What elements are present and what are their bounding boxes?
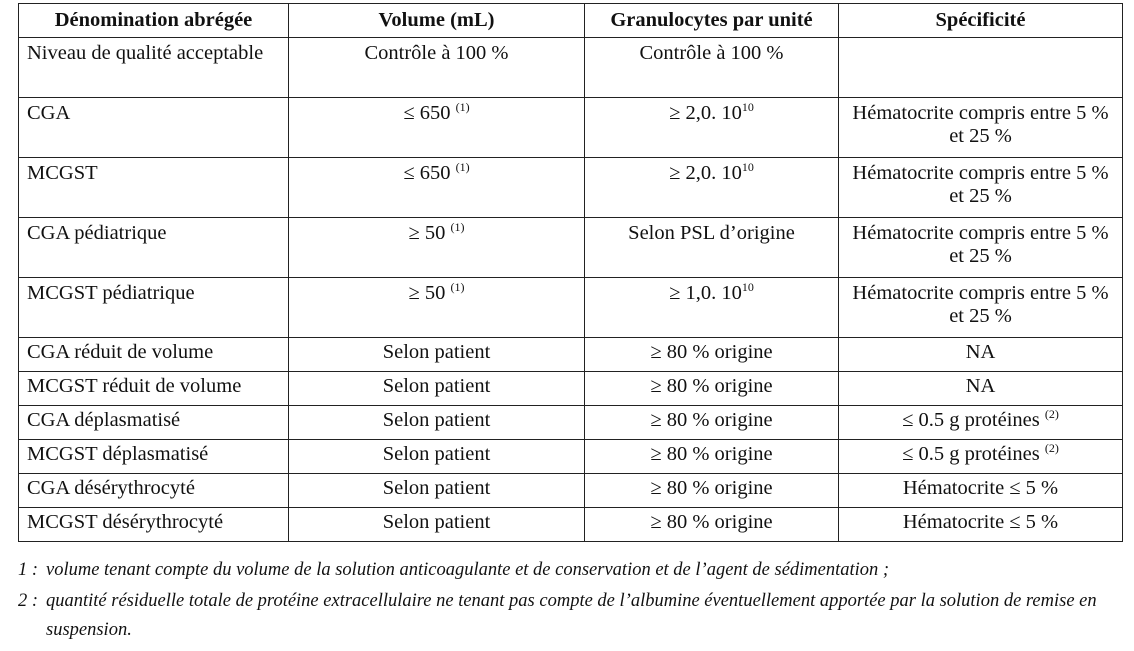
table-row — [19, 218, 1123, 278]
cell-value: Hématocrite ≤ 5 % — [902, 511, 1059, 533]
superscript: 10 — [741, 160, 754, 174]
cell-volume — [289, 338, 585, 372]
header-volume: Volume (mL) — [289, 4, 585, 38]
cell-volume — [289, 158, 585, 218]
cell-granulocytes — [585, 278, 839, 338]
cell-value: Selon patient — [382, 511, 491, 533]
footnote-text: volume tenant compte du volume de la solution anticoagulante et de conservation et de l’agent de sédimentation ; — [46, 560, 890, 580]
footnotes — [18, 556, 1122, 645]
cell-value: Hématocrite ≤ 5 % — [902, 477, 1059, 499]
cell-value: ≥ 50 — [408, 282, 451, 304]
cell-volume — [289, 406, 585, 440]
cell-value: NA — [965, 341, 996, 363]
cell-value: Hématocrite compris entre 5 % et 25 % — [852, 102, 1109, 147]
superscript: (2) — [1044, 407, 1059, 421]
cell-specificite — [839, 218, 1123, 278]
cell-specificite — [839, 508, 1123, 542]
cell-denomination: MCGST déplasmatisé — [19, 440, 289, 474]
cell-value: ≤ 650 — [403, 102, 456, 124]
cell-denomination: CGA déplasmatisé — [19, 406, 289, 440]
cell-specificite — [839, 278, 1123, 338]
cell-denomination: CGA désérythrocyté — [19, 474, 289, 508]
cell-value: ≥ 80 % origine — [650, 409, 773, 431]
cell-denomination: MCGST désérythrocyté — [19, 508, 289, 542]
cell-denomination: MCGST pédiatrique — [19, 278, 289, 338]
cell-value: Hématocrite compris entre 5 % et 25 % — [852, 162, 1109, 207]
table-row — [19, 406, 1123, 440]
cell-denomination: CGA — [19, 98, 289, 158]
cell-value: Contrôle à 100 % — [364, 42, 509, 64]
cell-specificite — [839, 98, 1123, 158]
cell-denomination: MCGST réduit de volume — [19, 372, 289, 406]
document — [18, 3, 1122, 645]
table-row — [19, 158, 1123, 218]
cell-value: Selon patient — [382, 477, 491, 499]
cell-value: ≥ 1,0. 10 — [669, 282, 742, 304]
cell-value: Selon patient — [382, 341, 491, 363]
cell-specificite — [839, 440, 1123, 474]
cell-volume — [289, 38, 585, 98]
table-row — [19, 372, 1123, 406]
table-row — [19, 440, 1123, 474]
cell-specificite — [839, 338, 1123, 372]
header-granulocytes: Granulocytes par unité — [585, 4, 839, 38]
table-row — [19, 338, 1123, 372]
cell-value: ≥ 80 % origine — [650, 443, 773, 465]
cell-value: ≥ 2,0. 10 — [669, 102, 742, 124]
table-header — [19, 4, 1123, 38]
table-row — [19, 508, 1123, 542]
cell-value: ≥ 80 % origine — [650, 375, 773, 397]
cell-specificite — [839, 158, 1123, 218]
cell-specificite — [839, 38, 1123, 98]
cell-value: Hématocrite compris entre 5 % et 25 % — [852, 282, 1109, 327]
cell-granulocytes — [585, 98, 839, 158]
cell-value: Selon patient — [382, 409, 491, 431]
footnote-text: quantité résiduelle totale de protéine extracellulaire ne tenant pas compte de l’albumine éventuellement apportée par la solution de remise en suspension. — [46, 591, 1097, 640]
cell-granulocytes — [585, 406, 839, 440]
cell-value: Selon patient — [382, 443, 491, 465]
cell-value: Selon patient — [382, 375, 491, 397]
cell-volume — [289, 372, 585, 406]
superscript: (1) — [450, 220, 465, 234]
header-denomination: Dénomination abrégée — [19, 4, 289, 38]
cell-specificite — [839, 406, 1123, 440]
cell-value: ≤ 650 — [403, 162, 456, 184]
cell-value: ≥ 2,0. 10 — [669, 162, 742, 184]
table-body — [19, 38, 1123, 542]
cell-value: ≥ 80 % origine — [650, 477, 773, 499]
superscript: 10 — [741, 100, 754, 114]
table-row — [19, 38, 1123, 98]
superscript: (1) — [455, 100, 470, 114]
cell-value: NA — [965, 375, 996, 397]
cell-volume — [289, 218, 585, 278]
cell-granulocytes — [585, 38, 839, 98]
cell-granulocytes — [585, 158, 839, 218]
cell-value: Contrôle à 100 % — [639, 42, 784, 64]
header-specificite: Spécificité — [839, 4, 1123, 38]
cell-volume — [289, 278, 585, 338]
cell-value: ≥ 50 — [408, 222, 451, 244]
cell-volume — [289, 508, 585, 542]
cell-value: ≤ 0.5 g protéines — [902, 443, 1045, 465]
cell-granulocytes — [585, 474, 839, 508]
superscript: 10 — [741, 280, 754, 294]
cell-denomination: CGA réduit de volume — [19, 338, 289, 372]
cell-volume — [289, 440, 585, 474]
superscript: (1) — [455, 160, 470, 174]
cell-granulocytes — [585, 218, 839, 278]
cell-denomination: Niveau de qualité acceptable — [19, 38, 289, 98]
footnote-2 — [18, 587, 1122, 645]
footnote-1 — [18, 556, 1122, 585]
cell-value: ≥ 80 % origine — [650, 511, 773, 533]
specifications-table — [18, 3, 1123, 542]
cell-volume — [289, 98, 585, 158]
cell-denomination: MCGST — [19, 158, 289, 218]
table-row — [19, 278, 1123, 338]
cell-granulocytes — [585, 440, 839, 474]
superscript: (2) — [1044, 441, 1059, 455]
cell-specificite — [839, 372, 1123, 406]
cell-granulocytes — [585, 338, 839, 372]
cell-volume — [289, 474, 585, 508]
footnote-number: 2 : — [18, 591, 39, 611]
cell-value: Hématocrite compris entre 5 % et 25 % — [852, 222, 1109, 267]
table-row — [19, 474, 1123, 508]
cell-value: ≤ 0.5 g protéines — [902, 409, 1045, 431]
cell-value: Selon PSL d’origine — [628, 222, 795, 244]
cell-specificite — [839, 474, 1123, 508]
superscript: (1) — [450, 280, 465, 294]
cell-denomination: CGA pédiatrique — [19, 218, 289, 278]
footnote-number: 1 : — [18, 560, 39, 580]
header-row — [19, 4, 1123, 38]
cell-value: ≥ 80 % origine — [650, 341, 773, 363]
table-row — [19, 98, 1123, 158]
cell-granulocytes — [585, 372, 839, 406]
cell-granulocytes — [585, 508, 839, 542]
